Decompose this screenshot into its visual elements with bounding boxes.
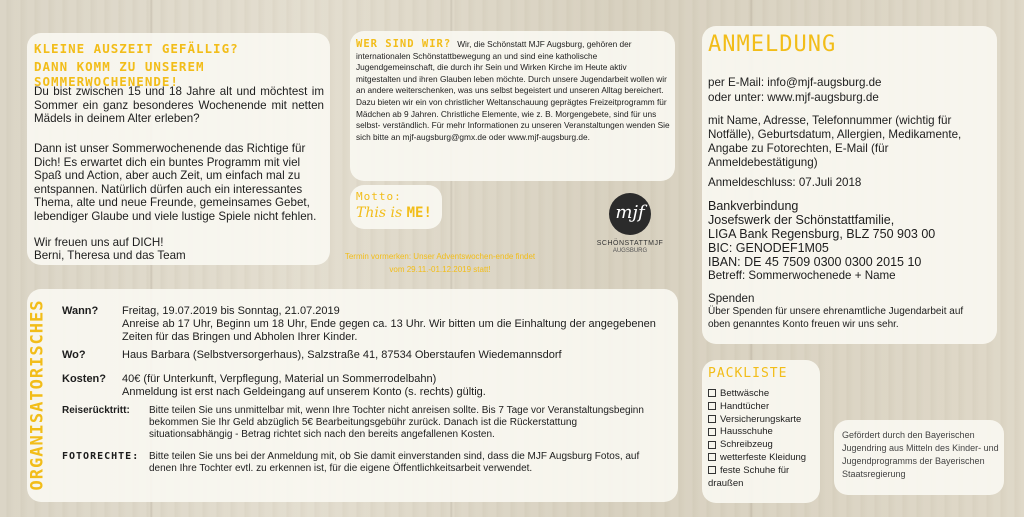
list-item: Bettwäsche [708, 388, 808, 401]
anmeldung-details: mit Name, Adresse, Telefonnummer (wichtig für Notfälle), Geburtsdatum, Allergien, Medikamente, Angabe zu Fotorechten, E-Mail (für Anmeldebestätigung) [708, 114, 962, 169]
list-item: wetterfeste Kleidung [708, 452, 808, 465]
intro-headline-2: DANN KOMM ZU UNSEREM SOMMERWOCHENENDE! [34, 59, 205, 89]
reminder-text: Termin vormerken: Unser Adventswochen-ende findet vom 29.11.-01.12.2019 statt! [344, 252, 536, 274]
bank-line-5: Betreff: Sommerwochenede + Name [708, 269, 896, 282]
sponsor-panel [834, 420, 1004, 495]
checkbox-icon [708, 453, 716, 461]
sponsor-text: Gefördert durch den Bayerischen Jugendring aus Mitteln des Kinder- und Jugendprogramms der Bayerischen Staatsregierung [842, 430, 999, 479]
bank-line-1: Josefswerk der Schönstattfamilie, [708, 213, 895, 227]
about-heading: WER SIND WIR? [356, 38, 452, 50]
mjf-logo: mjf [609, 193, 651, 235]
wo-label: Wo? [62, 349, 86, 361]
logo-subtitle-2: AUGSBURG [612, 248, 648, 254]
checkbox-icon [708, 441, 716, 449]
intro-greeting: Wir freuen uns auf DICH! [34, 236, 164, 249]
checkbox-icon [708, 466, 716, 474]
wo-value: Haus Barbara (Selbstversorgerhaus), Salzstraße 41, 87534 Oberstaufen Wiedemannsdorf [122, 349, 562, 361]
anmeldung-deadline: Anmeldeschluss: 07.Juli 2018 [708, 176, 862, 189]
checkbox-icon [708, 415, 716, 423]
motto-value-b: ME! [406, 205, 432, 221]
list-item: feste Schuhe für draußen [708, 464, 790, 489]
motto-panel [350, 185, 442, 229]
bank-line-2: LIGA Bank Regensburg, BLZ 750 903 00 [708, 227, 936, 241]
list-item: Hausschuhe [708, 426, 808, 439]
rueck-label: Reiserücktritt: [62, 405, 130, 416]
packliste-heading: PACKLISTE [708, 366, 788, 381]
motto-label: Motto: [356, 190, 402, 203]
bank-title: Bankverbindung [708, 199, 799, 213]
intro-paragraph-1: Du bist zwischen 15 und 18 Jahre alt und möchtest im Sommer ein ganz besonderes Wochenende mit netten Mädels in deinem Alter erleben? [34, 85, 324, 125]
kosten-note: Anmeldung ist erst nach Geldeingang auf unserem Konto (s. rechts) gültig. [122, 386, 486, 398]
motto-value [356, 205, 432, 221]
packliste-panel [702, 360, 820, 503]
wann-details: Anreise ab 17 Uhr, Beginn um 18 Uhr, Ende gegen ca. 13 Uhr. Wir bitten um die Einhaltung der angegebenen Zeiten für das Bringen und Abholen Ihrer Kinder. [122, 318, 656, 343]
intro-panel [27, 33, 330, 265]
checkbox-icon [708, 402, 716, 410]
spenden-title: Spenden [708, 292, 755, 305]
foto-value: Bitte teilen Sie uns bei der Anmeldung mit, ob Sie damit einverstanden sind, dass die MJF Augsburg Fotos, auf denen Ihre Tochter evtl. zu erkennen ist, für die eigene Öffentlichkeitsarbeit verwendet. [149, 451, 640, 474]
about-text [356, 39, 672, 143]
intro-headline-1: KLEINE AUSZEIT GEFÄLLIG? [34, 41, 239, 56]
foto-label: FOTORECHTE: [62, 451, 140, 462]
about-panel [350, 31, 675, 181]
motto-value-a: This is [356, 205, 403, 221]
rueck-value: Bitte teilen Sie uns unmittelbar mit, wenn Ihre Tochter nicht anreisen sollte. Bis 7 Tage vor Veranstaltungsbeginn bekommen Sie Ihr Geld abzüglich 5€ Bearbeitungsgebühr zurück. Danach ist die Rückerstattung situationsabhängig - Betrag richtet sich nach den bereits angefallenen Kosten. [149, 405, 644, 440]
list-item: Versicherungskarte [708, 414, 808, 427]
org-vertical-title: ORGANISATORISCHES [27, 299, 48, 491]
checkbox-icon [708, 428, 716, 436]
about-body: Wir, die Schönstatt MJF Augsburg, gehören der internationalen Schönstattbewegung an und sind eine katholische Jugendgemeinschaft, die durch ihr Sein und Wirken Kirche im Heute aktiv mitgestalten und ihren Glauben leben möchte. Durch unsere Jugendarbeit wollen wir an andere weiterschenken, was uns selbst begeistert und unseren Alltag bereichert. Dazu bieten wir ein von christlicher Weltanschauung geprägtes Freizeitprogramm für Mädchen ab 9 Jahren. Christliche Elemente, wie z. B. Morgengebete, sind für uns selbst- verständlich. Für mehr Informationen zu unseren Veranstaltungen wenden Sie sich bitte an mjf-augsburg@gmx.de oder www.mjf-augsburg.de. [356, 39, 670, 142]
kosten-label: Kosten? [62, 373, 106, 385]
logo-subtitle: SCHÖNSTATTMJF [596, 240, 664, 247]
list-item: Handtücher [708, 401, 808, 414]
reminder-note [340, 250, 540, 280]
bank-line-4: IBAN: DE 45 7509 0300 0300 2015 10 [708, 255, 922, 269]
packliste-list [702, 388, 808, 490]
checkbox-icon [708, 389, 716, 397]
anmeldung-web: oder unter: www.mjf-augsburg.de [708, 91, 879, 104]
anmeldung-email: per E-Mail: info@mjf-augsburg.de [708, 76, 882, 89]
intro-signature: Berni, Theresa und das Team [34, 249, 186, 262]
anmeldung-heading: ANMELDUNG [708, 32, 837, 57]
intro-paragraph-2: Dann ist unser Sommerwochenende das Richtige für Dich! Es erwartet dich ein buntes Programm mit viel Spaß und Action, aber auch Zeit, um einfach mal zu entspannen. Natürlich dürfen auch ein interessantes Thema, alte und neue Freunde, gemeinsames Gebet, lebendiger Glaube und viele lustige Spiele nicht fehlen. [34, 142, 317, 223]
wann-label: Wann? [62, 305, 99, 317]
kosten-value: 40€ (für Unterkunft, Verpflegung, Material un Sommerrodelbahn) [122, 373, 437, 385]
wann-date: Freitag, 19.07.2019 bis Sonntag, 21.07.2019 [122, 305, 340, 317]
anmeldung-panel [702, 26, 997, 344]
org-panel [27, 289, 678, 502]
spenden-text: Über Spenden für unsere ehrenamtliche Jugendarbeit auf oben genanntes Konto freuen wir uns sehr. [708, 306, 964, 330]
list-item: Schreibzeug [708, 439, 808, 452]
bank-line-3: BIC: GENODEF1M05 [708, 241, 829, 255]
